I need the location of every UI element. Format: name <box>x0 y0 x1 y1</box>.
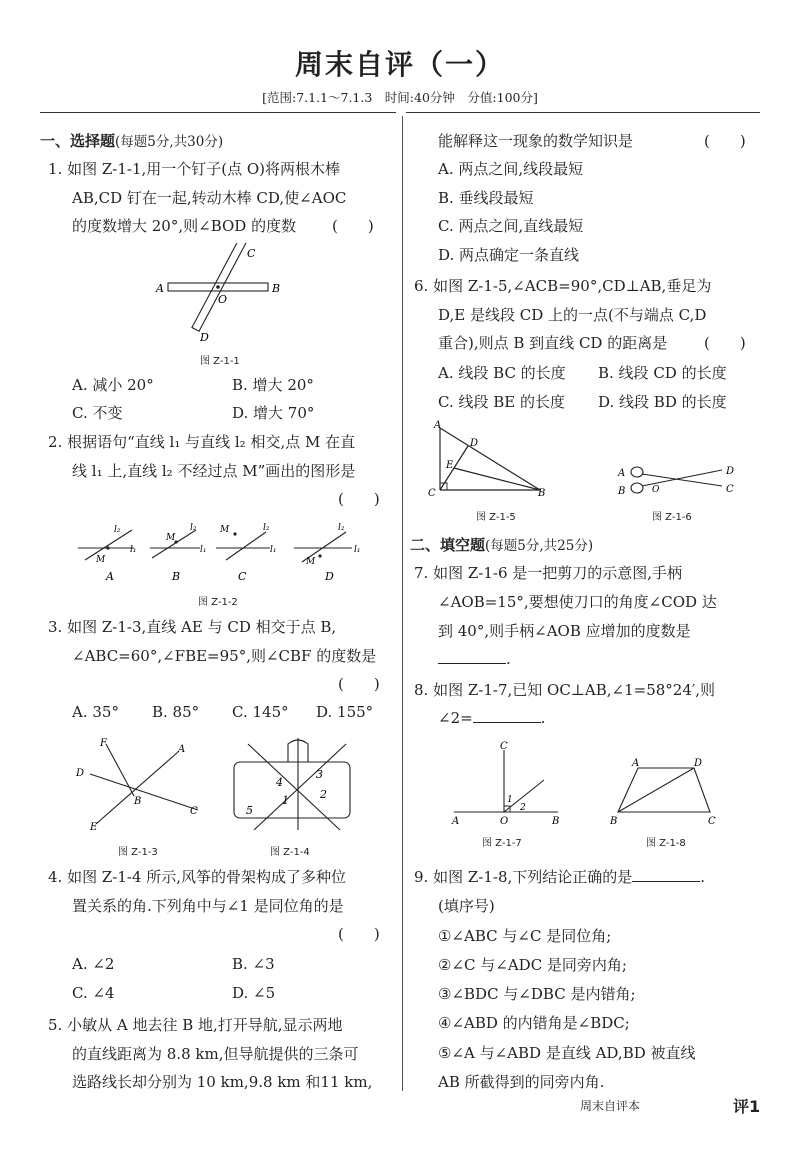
q1-option-a: A. 减小 20° <box>72 376 154 394</box>
handle-a <box>631 467 643 477</box>
figure-z-1-1 <box>150 243 290 348</box>
figure-z-1-6 <box>610 458 750 498</box>
q1-option-c: C. 不变 <box>72 404 123 422</box>
q9-line-1: 9. 如图 Z-1-8,下列结论正确的是 . <box>414 868 706 886</box>
label-c: C <box>247 247 256 260</box>
label-l2: l₂ <box>338 523 345 533</box>
choice-label-a: A <box>106 570 114 583</box>
label-d: D <box>200 331 209 344</box>
figure-z-1-4 <box>228 734 368 834</box>
figure-caption: 图 Z-1-8 <box>646 838 686 849</box>
choice-a-figure <box>78 525 137 583</box>
figure-caption: 图 Z-1-4 <box>270 847 310 858</box>
angle-1: 1 <box>507 795 513 805</box>
label-c: C <box>708 816 716 826</box>
q5-option-b: B. 垂线段最短 <box>438 189 534 207</box>
line-dc <box>90 774 198 810</box>
angle-2: 2 <box>320 788 327 801</box>
label-a: A <box>452 816 460 826</box>
q3-option-d: D. 155° <box>316 703 374 721</box>
ray-bf <box>106 744 134 796</box>
q8-line-2: ∠2= . <box>438 709 546 727</box>
q4-line-2: 置关系的角.下列角中与∠1 是同位角的是 <box>72 897 344 915</box>
line-ae <box>96 752 178 824</box>
label-o: O <box>218 293 228 306</box>
q3-line-1: 3. 如图 Z-1-3,直线 AE 与 CD 相交于点 B, <box>48 618 337 636</box>
top-divider-right <box>406 112 760 113</box>
label-b: B <box>272 282 281 295</box>
figure-caption: 图 Z-1-3 <box>118 847 158 858</box>
answer-blank[interactable] <box>438 649 506 664</box>
figure-caption: 图 Z-1-7 <box>482 838 522 849</box>
q6-answer-paren: ( ) <box>704 334 746 352</box>
q3-option-c: C. 145° <box>232 703 289 721</box>
label-o: O <box>652 485 660 495</box>
q5-answer-paren: ( ) <box>704 132 746 150</box>
figure-caption: 图 Z-1-6 <box>652 512 692 523</box>
q9-item-2: ②∠C 与∠ADC 是同旁内角; <box>438 956 627 974</box>
label-l2: l₂ <box>190 523 197 533</box>
nail-point-o <box>216 285 220 289</box>
label-l1: l₁ <box>200 545 207 555</box>
angle-2: 2 <box>520 803 526 813</box>
label-l1: l₁ <box>130 545 137 555</box>
q5-line-2: 的直线距离为 8.8 km,但导航提供的三条可 <box>72 1045 359 1063</box>
figure-caption: 图 Z-1-1 <box>200 356 240 367</box>
q6-line-2: D,E 是线段 CD 上的一点(不与端点 C,D <box>438 306 707 324</box>
label-l1: l₁ <box>354 545 361 555</box>
q2-line-1: 2. 根据语句“直线 l₁ 与直线 l₂ 相交,点 M 在直 <box>48 433 356 451</box>
figure-caption: 图 Z-1-2 <box>198 597 238 608</box>
label-m: M <box>306 557 316 567</box>
label-o: O <box>500 816 509 826</box>
figure-caption: 图 Z-1-5 <box>476 512 516 523</box>
q7-answer-line: . <box>438 649 511 668</box>
label-b: B <box>538 488 546 499</box>
choice-b-figure <box>150 523 207 583</box>
q3-option-b: B. 85° <box>152 703 200 721</box>
label-f: F <box>100 738 107 749</box>
q6-line-1: 6. 如图 Z-1-5,∠ACB=90°,CD⊥AB,垂足为 <box>414 277 712 295</box>
page-tag: 评1 <box>733 1097 761 1116</box>
label-d: D <box>76 768 85 779</box>
answer-blank[interactable] <box>632 867 700 882</box>
angle-5: 5 <box>246 804 253 817</box>
label-a: A <box>156 282 164 295</box>
label-c: C <box>190 806 198 817</box>
figure-z-1-7 <box>448 740 568 826</box>
label-a: A <box>178 744 186 755</box>
figure-z-1-8 <box>604 756 724 826</box>
label-a: A <box>632 758 640 769</box>
choice-c-figure <box>216 523 277 583</box>
q5-line-3: 选路线长却分别为 10 km,9.8 km 和11 km, <box>72 1073 373 1091</box>
q4-option-a: A. ∠2 <box>72 955 115 973</box>
q1-option-b: B. 增大 20° <box>232 376 314 394</box>
q1-option-d: D. 增大 70° <box>232 404 315 422</box>
label-e: E <box>90 822 98 833</box>
q7-line-1: 7. 如图 Z-1-6 是一把剪刀的示意图,手柄 <box>414 564 683 582</box>
q7-line-3: 到 40°,则手柄∠AOB 应增加的度数是 <box>438 622 691 640</box>
label-c: C <box>500 741 508 752</box>
choice-label-d: D <box>325 570 334 583</box>
q6-line-3: 重合),则点 B 到直线 CD 的距离是 <box>438 334 668 352</box>
figure-z-1-3 <box>70 734 210 834</box>
label-b: B <box>134 796 142 807</box>
q5-line-1: 5. 小敏从 A 地去往 B 地,打开导航,显示两地 <box>48 1016 343 1034</box>
q9-item-5: ⑤∠A 与∠ABD 是直线 AD,BD 被直线 <box>438 1044 696 1062</box>
q4-option-c: C. ∠4 <box>72 984 115 1002</box>
trapezoid-abcd <box>618 768 710 812</box>
q9-item-3: ③∠BDC 与∠DBC 是内错角; <box>438 985 636 1003</box>
q5-option-a: A. 两点之间,线段最短 <box>438 160 584 178</box>
q9-note: (填序号) <box>438 897 495 915</box>
diagonal-bd <box>618 768 694 812</box>
label-a: A <box>618 468 626 479</box>
q9-item-4: ④∠ABD 的内错角是∠BDC; <box>438 1014 630 1032</box>
label-a: A <box>434 420 442 431</box>
label-m: M <box>220 525 230 535</box>
q3-line-2: ∠ABC=60°,∠FBE=95°,则∠CBF 的度数是 <box>72 647 377 665</box>
section-title: 二、填空题 <box>410 536 486 554</box>
label-l1: l₁ <box>270 545 277 555</box>
scope-info: [范围:7.1.1～7.1.3 时间:40分钟 分值:100分] <box>262 90 538 105</box>
q6-option-b: B. 线段 CD 的长度 <box>598 364 727 382</box>
angle-4: 4 <box>276 776 283 789</box>
q2-line-2: 线 l₁ 上,直线 l₂ 不经过点 M”画出的图形是 <box>72 462 356 480</box>
q4-option-d: D. ∠5 <box>232 984 276 1002</box>
choice-label-b: B <box>172 570 181 583</box>
label-b: B <box>618 486 626 497</box>
label-c: C <box>428 488 436 499</box>
section-fill-heading <box>410 534 593 555</box>
q6-option-a: A. 线段 BC 的长度 <box>438 364 566 382</box>
page-title: 周末自评（一） <box>294 48 505 81</box>
q9-item-1: ①∠ABC 与∠C 是同位角; <box>438 927 612 945</box>
label-d: D <box>726 466 735 477</box>
section-title: 一、选择题 <box>40 132 116 150</box>
q2-answer-paren: ( ) <box>338 490 380 508</box>
q1-line-2: AB,CD 钉在一起,转动木棒 CD,使∠AOC <box>72 189 347 207</box>
q4-line-1: 4. 如图 Z-1-4 所示,风筝的骨架构成了多种位 <box>48 868 347 886</box>
angle-1: 1 <box>282 794 289 807</box>
q5-option-c: C. 两点之间,直线最短 <box>438 217 584 235</box>
figure-z-1-2 <box>70 518 380 590</box>
q8-line-1: 8. 如图 Z-1-7,已知 OC⊥AB,∠1=58°24′,则 <box>414 681 716 699</box>
figure-z-1-5 <box>424 420 554 502</box>
q9-item-5-cont: AB 所截得到的同旁内角. <box>438 1073 605 1091</box>
column-divider <box>402 116 403 1091</box>
label-l2: l₂ <box>114 525 121 535</box>
label-m: M <box>96 555 106 565</box>
q5-option-d: D. 两点确定一条直线 <box>438 246 580 264</box>
q6-option-c: C. 线段 BE 的长度 <box>438 393 565 411</box>
section-choice-heading <box>40 130 223 151</box>
section-note: (每题5分,共25分) <box>485 538 594 554</box>
q3-answer-paren: ( ) <box>338 675 380 693</box>
q1-line-3: 的度数增大 20°,则∠BOD 的度数 <box>72 217 297 235</box>
q7-line-2: ∠AOB=15°,要想使刀口的角度∠COD 达 <box>438 593 717 611</box>
q4-option-b: B. ∠3 <box>232 955 275 973</box>
footer-label: 周末自评本 <box>580 1099 641 1113</box>
q6-option-d: D. 线段 BD 的长度 <box>598 393 727 411</box>
top-divider-left <box>40 112 396 113</box>
angle-3: 3 <box>316 768 323 781</box>
q5-line-4: 能解释这一现象的数学知识是 <box>438 132 634 150</box>
label-c: C <box>726 484 734 495</box>
choice-label-c: C <box>238 570 247 583</box>
q3-option-a: A. 35° <box>72 703 119 721</box>
handle-b <box>631 483 643 493</box>
label-l2: l₂ <box>263 523 270 533</box>
label-m: M <box>166 533 176 543</box>
label-e: E <box>446 460 454 471</box>
section-note: (每题5分,共30分) <box>115 134 224 150</box>
label-d: D <box>470 438 479 449</box>
q1-answer-paren: ( ) <box>332 217 374 235</box>
label-b: B <box>552 816 560 826</box>
q1-line-1: 1. 如图 Z-1-1,用一个钉子(点 O)将两根木棒 <box>48 160 341 178</box>
label-d: D <box>694 758 703 769</box>
label-b: B <box>610 816 618 826</box>
answer-blank[interactable] <box>473 708 541 723</box>
q4-answer-paren: ( ) <box>338 925 380 943</box>
choice-d-figure <box>294 523 361 583</box>
